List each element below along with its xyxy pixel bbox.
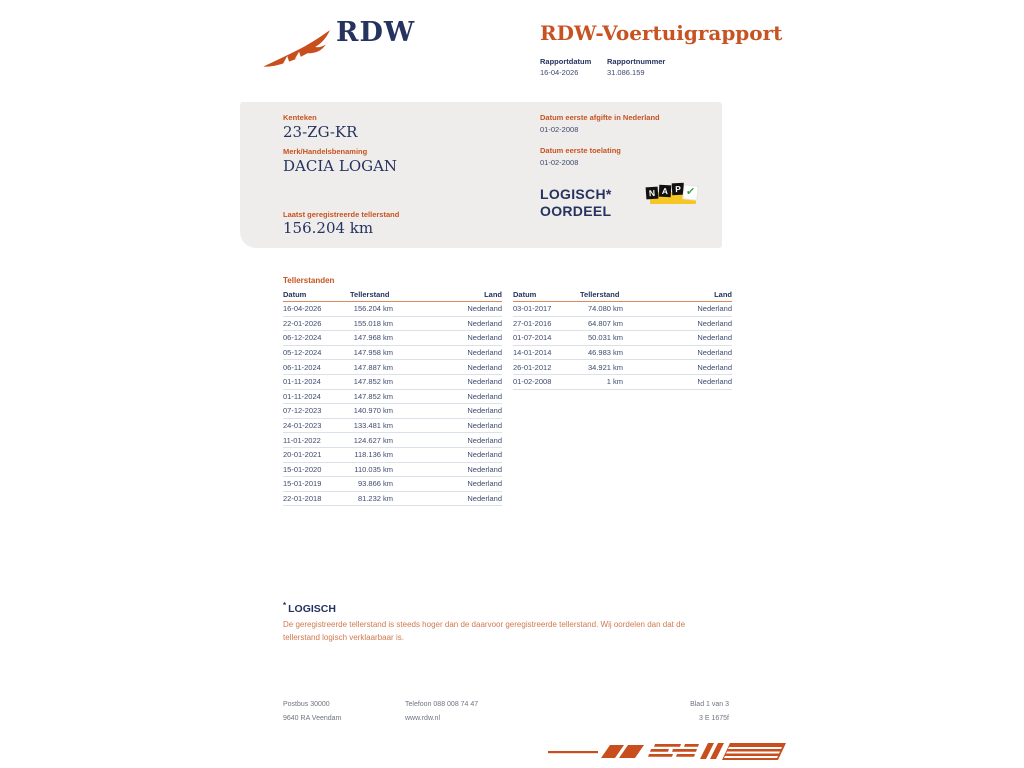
- cell-datum: 22-01-2018: [283, 494, 322, 504]
- nap-letter-p: P: [672, 183, 685, 196]
- table-row: [283, 448, 502, 463]
- cell-datum: 26-01-2012: [513, 362, 552, 372]
- cell-land: Nederland: [467, 333, 502, 343]
- column-header-datum: Datum: [283, 290, 307, 299]
- table-row: [283, 331, 502, 346]
- cell-land: Nederland: [467, 464, 502, 474]
- cell-tellerstand: 147.887 km: [353, 362, 393, 372]
- cell-tellerstand: 50.031 km: [587, 333, 623, 343]
- note-body: De geregistreerde tellerstand is steeds hoger dan de daarvoor geregistreerde tellerstand. Wij oordelen dan dat de tellerstand logisch verklaarbaar is.: [283, 620, 686, 642]
- table-row: [513, 375, 732, 390]
- oordeel-verdict: [540, 186, 612, 220]
- table-header: [513, 288, 732, 302]
- kenteken-label: Kenteken: [283, 113, 317, 122]
- footer-website: www.rdw.nl: [405, 715, 441, 722]
- footer-phone: Telefoon 088 008 74 47: [405, 701, 479, 708]
- cell-datum: 24-01-2023: [283, 421, 322, 431]
- cell-land: Nederland: [467, 494, 502, 504]
- cell-tellerstand: 74.080 km: [587, 304, 623, 314]
- cell-datum: 15-01-2020: [283, 464, 322, 474]
- cell-land: Nederland: [467, 450, 502, 460]
- table-row: [283, 463, 502, 478]
- cell-tellerstand: 1 km: [606, 377, 623, 387]
- cell-tellerstand: 118.136 km: [354, 450, 393, 460]
- laatste-tellerstand-label: Laatst geregistreerde tellerstand: [283, 210, 400, 219]
- tellerstanden-section-title: Tellerstanden: [283, 276, 335, 285]
- footer-form-code: 3 E 1675f: [699, 715, 729, 722]
- report-date-label: Rapportdatum: [540, 57, 592, 66]
- cell-tellerstand: 140.970 km: [353, 406, 393, 416]
- rdw-logo-text: RDW: [336, 17, 416, 48]
- cell-datum: 05-12-2024: [283, 348, 322, 358]
- cell-datum: 01-07-2014: [513, 333, 552, 343]
- table-row: [283, 404, 502, 419]
- cell-datum: 01-02-2008: [513, 377, 552, 387]
- table-row: [513, 317, 732, 332]
- footer-address-line1: Postbus 30000: [283, 701, 330, 708]
- report-number-label: Rapportnummer: [607, 57, 666, 66]
- speed-stripes-graphic-icon: [548, 741, 788, 763]
- cell-datum: 14-01-2014: [513, 348, 552, 358]
- nap-letter-a: A: [659, 185, 672, 198]
- table-header: [283, 288, 502, 302]
- eerste-toelating-label: Datum eerste toelating: [540, 146, 621, 155]
- table-row: [513, 302, 732, 317]
- table-row: [283, 390, 502, 405]
- footer-page-number: Blad 1 van 3: [690, 701, 729, 708]
- cell-tellerstand: 110.035 km: [354, 464, 393, 474]
- cell-tellerstand: 133.481 km: [353, 421, 393, 431]
- page-title: RDW-Voertuigrapport: [540, 21, 783, 45]
- nap-logo-icon: [646, 183, 698, 210]
- eerste-afgifte-label: Datum eerste afgifte in Nederland: [540, 113, 660, 122]
- report-meta: [540, 57, 665, 77]
- cell-datum: 20-01-2021: [283, 450, 322, 460]
- cell-datum: 22-01-2026: [283, 318, 322, 328]
- cell-land: Nederland: [467, 318, 502, 328]
- table-row: [283, 375, 502, 390]
- cell-tellerstand: 46.983 km: [587, 348, 623, 358]
- table-row: [513, 331, 732, 346]
- nap-letter-n: N: [646, 187, 659, 200]
- cell-tellerstand: 147.958 km: [353, 348, 393, 358]
- cell-tellerstand: 93.866 km: [357, 479, 393, 489]
- cell-land: Nederland: [467, 435, 502, 445]
- cell-datum: 07-12-2023: [283, 406, 322, 416]
- tellerstanden-table-left: [283, 288, 502, 506]
- cell-tellerstand: 124.627 km: [353, 435, 393, 445]
- cell-datum: 06-11-2024: [283, 362, 321, 372]
- footer-address-line2: 9640 RA Veendam: [283, 715, 342, 722]
- cell-land: Nederland: [467, 304, 502, 314]
- footer-page-info: [619, 698, 729, 726]
- cell-land: Nederland: [467, 362, 502, 372]
- column-header-land: Land: [714, 290, 732, 299]
- cell-land: Nederland: [697, 348, 732, 358]
- cell-tellerstand: 147.852 km: [353, 391, 393, 401]
- report-number-value: 31.086.159: [607, 68, 645, 77]
- table-row: [283, 477, 502, 492]
- cell-tellerstand: 147.968 km: [353, 333, 393, 343]
- cell-land: Nederland: [467, 406, 502, 416]
- cell-land: Nederland: [467, 348, 502, 358]
- eerste-toelating-value: 01-02-2008: [540, 158, 579, 167]
- cell-tellerstand: 155.018 km: [353, 318, 393, 328]
- merk-value: DACIA LOGAN: [283, 157, 398, 175]
- cell-datum: 27-01-2016: [513, 318, 552, 328]
- cell-land: Nederland: [697, 333, 732, 343]
- note-title-text: LOGISCH: [288, 603, 336, 615]
- cell-tellerstand: 156.204 km: [353, 304, 393, 314]
- column-header-tellerstand: Tellerstand: [350, 290, 390, 299]
- cell-land: Nederland: [467, 421, 502, 431]
- table-row: [513, 346, 732, 361]
- table-row: [283, 302, 502, 317]
- cell-datum: 11-01-2022: [283, 435, 321, 445]
- cell-land: Nederland: [697, 377, 732, 387]
- cell-datum: 06-12-2024: [283, 333, 322, 343]
- cell-land: Nederland: [697, 318, 732, 328]
- cell-datum: 15-01-2019: [283, 479, 322, 489]
- cell-datum: 01-11-2024: [283, 377, 321, 387]
- cell-datum: 01-11-2024: [283, 391, 321, 401]
- table-row: [283, 346, 502, 361]
- cell-tellerstand: 64.807 km: [587, 318, 623, 328]
- laatste-tellerstand-value: 156.204 km: [283, 219, 374, 237]
- table-row: [513, 360, 732, 375]
- cell-datum: 03-01-2017: [513, 304, 552, 314]
- tellerstanden-table-right: [513, 288, 732, 390]
- note-title: [283, 601, 336, 615]
- cell-tellerstand: 34.921 km: [587, 362, 623, 372]
- oordeel-line2: OORDEEL: [540, 203, 612, 219]
- column-header-datum: Datum: [513, 290, 537, 299]
- oordeel-line1: LOGISCH*: [540, 186, 612, 202]
- kenteken-value: 23-ZG-KR: [283, 123, 358, 141]
- footer-address: [283, 698, 341, 726]
- note-asterisk: *: [283, 601, 287, 610]
- table-row: [283, 360, 502, 375]
- cell-land: Nederland: [467, 391, 502, 401]
- eerste-afgifte-value: 01-02-2008: [540, 125, 579, 134]
- cell-land: Nederland: [467, 479, 502, 489]
- cell-land: Nederland: [697, 362, 732, 372]
- rdw-feather-logo-icon: [262, 27, 332, 71]
- cell-tellerstand: 147.852 km: [353, 377, 393, 387]
- nap-checkmark-icon: ✓: [685, 185, 696, 199]
- table-row: [283, 492, 502, 507]
- table-row: [283, 433, 502, 448]
- report-date-value: 16-04-2026: [540, 68, 579, 77]
- cell-tellerstand: 81.232 km: [357, 494, 393, 504]
- cell-land: Nederland: [697, 304, 732, 314]
- footer-contact: [405, 698, 478, 726]
- table-row: [283, 317, 502, 332]
- cell-datum: 16-04-2026: [283, 304, 322, 314]
- merk-label: Merk/Handelsbenaming: [283, 147, 368, 156]
- table-row: [283, 419, 502, 434]
- column-header-land: Land: [484, 290, 502, 299]
- column-header-tellerstand: Tellerstand: [580, 290, 620, 299]
- cell-land: Nederland: [467, 377, 502, 387]
